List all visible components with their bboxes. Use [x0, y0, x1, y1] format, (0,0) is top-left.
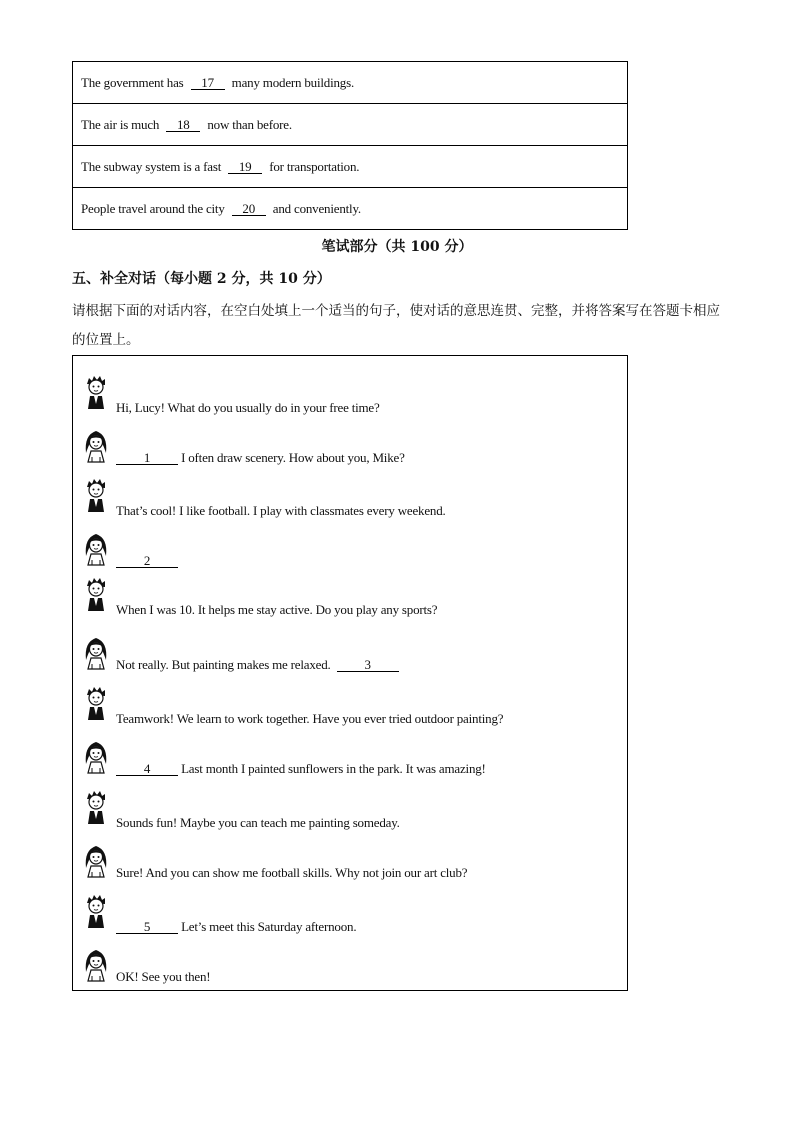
table-cell: [73, 104, 628, 146]
table-row: [73, 62, 628, 104]
girl-avatar-icon: [83, 634, 109, 670]
girl-avatar-icon: [83, 530, 109, 566]
speech-text: [116, 553, 178, 569]
speech-text: Sounds fun! Maybe you can teach me painting someday.: [116, 815, 400, 830]
girl-avatar-icon: [83, 842, 109, 878]
sentence-text: and conveniently.: [272, 200, 361, 216]
dialogue-line: [83, 634, 619, 673]
instruction-text: 请根据下面的对话内容，在空白处填上一个适当的句子，使对话的意思连贯、完整，并将答案写在答题卡相应的位置上。: [72, 303, 720, 348]
sentence-text: many modern buildings.: [231, 74, 355, 90]
blank-number: 17: [191, 76, 225, 90]
table-cell: [73, 146, 628, 188]
part-heading: 五、补全对话（每小题 2 分，共 10 分）: [72, 271, 331, 287]
speech-text: Teamwork! We learn to work together. Have you ever tried outdoor painting?: [116, 711, 504, 726]
boy-avatar-icon: [83, 477, 109, 513]
answer-blank: 4: [116, 762, 178, 776]
blank-number: 20: [232, 202, 266, 216]
sentence-text: People travel around the city: [81, 200, 225, 216]
sentence-text: The government has: [81, 74, 184, 90]
dialogue-line: [83, 946, 619, 985]
sentence-text: now than before.: [207, 116, 292, 132]
dialogue-line: [83, 685, 619, 727]
table-cell: [73, 62, 628, 104]
blank-number: 19: [228, 160, 262, 174]
speech-text: 5 Let’s meet this Saturday afternoon.: [116, 919, 356, 935]
dialogue-line: [83, 530, 619, 569]
boy-avatar-icon: [83, 893, 109, 929]
blank-number: 18: [166, 118, 200, 132]
sentence-text: The subway system is a fast: [81, 158, 222, 174]
boy-avatar-icon: [83, 789, 109, 825]
speech-text: Sure! And you can show me football skills. Why not join our art club?: [116, 865, 468, 880]
answer-blank: 3: [337, 658, 399, 672]
dialogue-line: [83, 893, 619, 935]
dialogue-line: [83, 789, 619, 831]
answer-blank: 2: [116, 554, 178, 568]
speech-text: That’s cool! I like football. I play with classmates every weekend.: [116, 503, 446, 518]
girl-avatar-icon: [83, 427, 109, 463]
dialogue-line: [83, 427, 619, 466]
boy-avatar-icon: [83, 685, 109, 721]
dialogue-line: [83, 738, 619, 777]
table-row: [73, 188, 628, 230]
sentence-text: for transportation.: [269, 158, 360, 174]
speech-text: Hi, Lucy! What do you usually do in your free time?: [116, 400, 380, 415]
speech-text: OK! See you then!: [116, 969, 211, 984]
speech-text: 4 Last month I painted sunflowers in the park. It was amazing!: [116, 761, 486, 777]
boy-avatar-icon: [83, 576, 109, 612]
dialogue-box: [72, 355, 628, 991]
table-cell: [73, 188, 628, 230]
girl-avatar-icon: [83, 946, 109, 982]
answer-blank: 5: [116, 920, 178, 934]
table-row: [73, 104, 628, 146]
speech-text: 1 I often draw scenery. How about you, Mike?: [116, 450, 405, 466]
dialogue-line: [83, 576, 619, 618]
fill-in-table: [72, 61, 628, 230]
boy-avatar-icon: [83, 374, 109, 410]
answer-blank: 1: [116, 451, 178, 465]
dialogue-line: [83, 842, 619, 881]
section-title: 笔试部分（共 100 分）: [321, 239, 473, 255]
girl-avatar-icon: [83, 738, 109, 774]
dialogue-line: [83, 477, 619, 519]
sentence-text: The air is much: [81, 116, 160, 132]
table-row: [73, 146, 628, 188]
speech-text: Not really. But painting makes me relaxed. 3: [116, 657, 399, 673]
dialogue-line: [83, 374, 619, 416]
speech-text: When I was 10. It helps me stay active. Do you play any sports?: [116, 602, 438, 617]
